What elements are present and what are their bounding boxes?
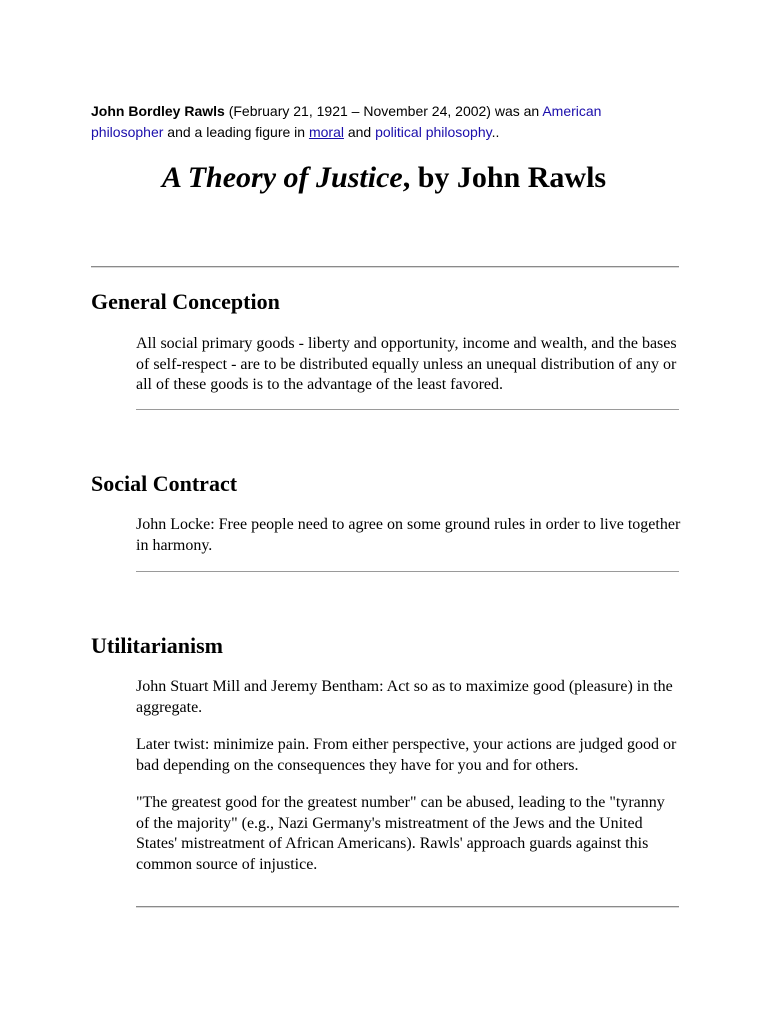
heading-general-conception: General Conception [91,289,280,314]
section-divider [91,266,679,268]
heading-utilitarianism: Utilitarianism [91,633,223,658]
paragraph-utilitarianism-1: John Stuart Mill and Jeremy Bentham: Act so as to maximize good (pleasure) in the aggregate. [136,678,673,716]
link-philosopher[interactable]: philosopher [91,124,164,140]
link-moral[interactable]: moral [308,124,344,140]
subsection-divider [136,571,679,572]
link-political-philosophy[interactable]: political philosophy [375,124,492,140]
paragraph-utilitarianism-3: "The greatest good for the greatest number" can be abused, leading to the "tyranny of the majority" (e.g., Nazi Germany's mistreatment of the Jews and the United States' mistreatment of African Americans). Rawls' approach guards against this common source of injustice. [136,794,665,873]
heading-social-contract: Social Contract [91,471,238,496]
paragraph-utilitarianism-2: Later twist: minimize pain. From either perspective, your actions are judged good or bad depending on the consequences they have for you and for others. [136,736,677,774]
paragraph-general-conception: All social primary goods - liberty and opportunity, income and wealth, and the bases of self-respect - are to be distributed equally unless an unequal distribution of any or all of these goods is to the advantage of the least favored. [136,335,677,393]
intro-text: and [343,124,376,140]
subject-name: John Bordley Rawls [91,103,225,119]
link-american[interactable]: American [542,103,602,119]
paragraph-social-contract: John Locke: Free people need to agree on some ground rules in order to live together in harmony. [136,516,681,554]
page-title [0,158,768,198]
subsection-divider [136,409,679,410]
intro-text: .. [491,124,500,140]
intro-text: and a leading figure in [163,124,309,140]
section-divider [136,906,679,908]
intro-text: (February 21, 1921 – November 24, 2002) was an [224,103,543,119]
title-byline: , by John Rawls [402,161,607,194]
intro-paragraph [91,101,691,143]
book-title: A Theory of Justice [161,161,403,194]
